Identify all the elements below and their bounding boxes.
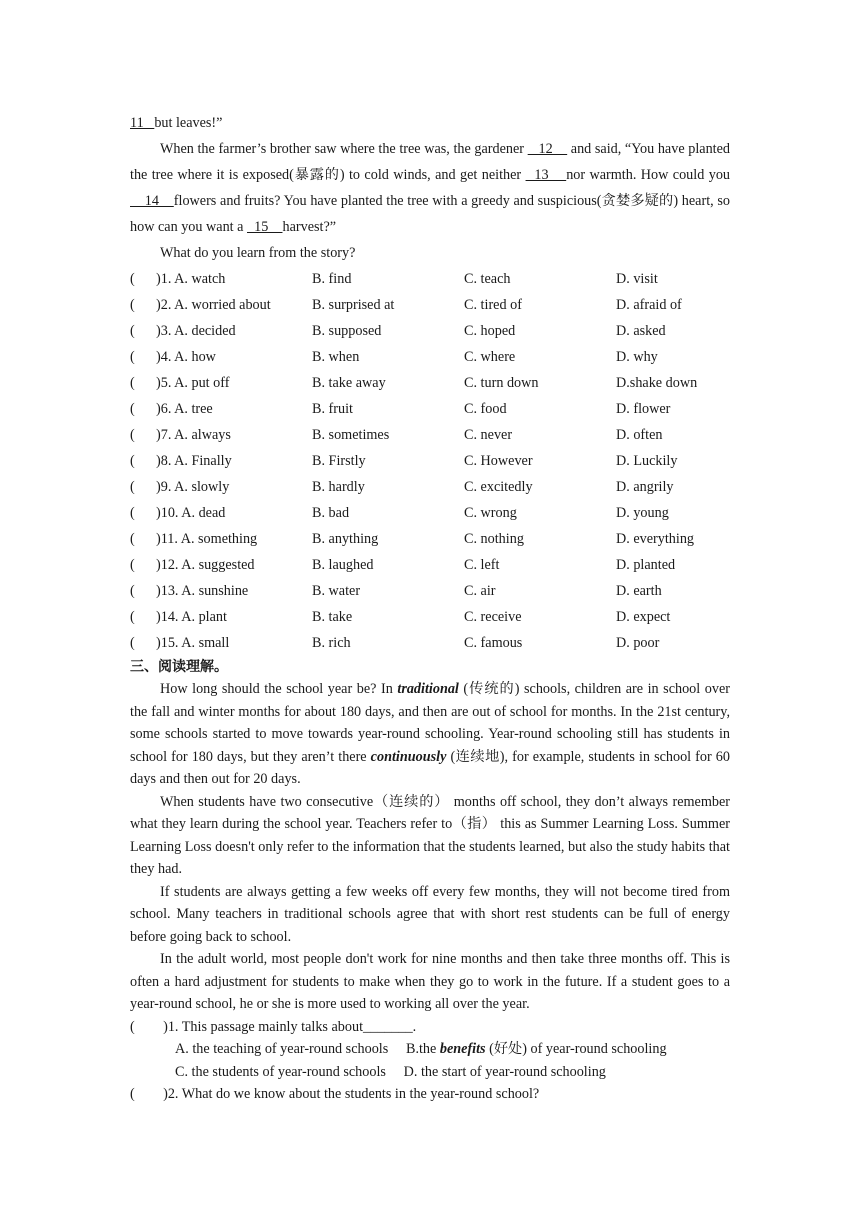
option-b: B. find — [312, 271, 352, 287]
cloze-text: When the farmer’s brother saw where the tree was, the gardener — [160, 141, 528, 157]
keyword-continuously: continuously — [370, 748, 447, 765]
option-c: C. teach — [464, 271, 511, 287]
keyword-benefits: benefits — [439, 1041, 486, 1057]
option-a: ( )8. A. Finally — [130, 453, 232, 469]
option-c: C. air — [464, 583, 496, 599]
blank-12: 12 — [527, 141, 568, 157]
option-row — [130, 604, 730, 630]
reading-text: (传统的) schools, children are in school over the fall and winter months for about 180 days, and then are out of school for months. In the 21st century, some schools started to move towards year-round schooling. Year-round schooling still has students in school for 180 days, but they aren’t there — [130, 681, 730, 765]
blank-15: 15 — [247, 219, 283, 235]
option-c: C. receive — [464, 609, 522, 625]
option-d: D. Luckily — [616, 453, 678, 469]
option-c: C. left — [464, 557, 500, 573]
question-stem-end: . — [412, 1018, 417, 1035]
option-a: ( )1. A. watch — [130, 271, 226, 287]
cloze-text: flowers and fruits? You have planted the tree with a greedy and suspicious(贪婪多疑的) heart, so how can you want a — [130, 193, 730, 235]
option-b: B. surprised at — [312, 297, 395, 313]
option-d: D. why — [616, 349, 658, 365]
option-b: B. hardly — [312, 479, 365, 495]
question-1-options-cd: C. the students of year-round schools D. the start of year-round schooling — [175, 1063, 606, 1080]
option-d: D. asked — [616, 323, 666, 339]
answer-blank: _______ — [363, 1018, 413, 1035]
option-row — [130, 474, 730, 500]
option-b: B. Firstly — [312, 453, 366, 469]
option-c: C. never — [464, 427, 513, 443]
option-d: D. planted — [616, 557, 676, 573]
option-c: C. wrong — [464, 505, 517, 521]
option-d: D. afraid of — [616, 297, 682, 313]
cloze-text: nor warmth. How could you — [566, 167, 731, 183]
option-row — [130, 422, 730, 448]
option-b: B. take away — [312, 375, 386, 391]
blank-14: 14 — [130, 193, 174, 209]
reading-paragraph-4: In the adult world, most people don't work for nine months and then take three months off. This is often a hard adjustment for students to make when they go to work in the future. If a student goes to a year-round school, he or she is more used to working all over the year. — [130, 951, 730, 1012]
option-row — [130, 292, 730, 318]
reading-text: (连续地), for example, students in school for 60 days and then out for 20 days. — [130, 748, 730, 787]
option-a: ( )3. A. decided — [130, 323, 236, 339]
option-row — [130, 526, 730, 552]
cloze-paragraph — [130, 136, 730, 240]
option-row — [130, 630, 730, 656]
option-c: C. nothing — [464, 531, 524, 547]
option-d: D.shake down — [616, 375, 698, 391]
option-c: C. hoped — [464, 323, 516, 339]
option-row — [130, 370, 730, 396]
option-b: B. laughed — [312, 557, 374, 573]
option-d: D. visit — [616, 271, 658, 287]
option-c: C. famous — [464, 635, 523, 651]
option-d: D. poor — [616, 635, 660, 651]
option-row — [130, 552, 730, 578]
option-c: C. where — [464, 349, 516, 365]
option-text: (好处) of year-round schooling — [485, 1041, 667, 1057]
option-b: B. anything — [312, 531, 379, 547]
option-c: C. turn down — [464, 375, 539, 391]
option-b: B. when — [312, 349, 360, 365]
option-a: ( )14. A. plant — [130, 609, 227, 625]
reading-paragraph-1 — [130, 678, 730, 791]
option-d: D. flower — [616, 401, 671, 417]
option-c: C. However — [464, 453, 533, 469]
option-b: B. sometimes — [312, 427, 390, 443]
cloze-line-top — [130, 110, 730, 136]
option-row — [130, 318, 730, 344]
cloze-question: What do you learn from the story? — [160, 245, 356, 261]
option-a: ( )2. A. worried about — [130, 297, 271, 313]
option-a: ( )10. A. dead — [130, 505, 226, 521]
option-text: A. the teaching of year-round schools B.the — [175, 1041, 440, 1057]
option-a: ( )15. A. small — [130, 635, 230, 651]
option-b: B. bad — [312, 505, 350, 521]
option-d: D. earth — [616, 583, 662, 599]
question-2: ( )2. What do we know about the students in the year-round school? — [130, 1086, 540, 1102]
option-d: D. everything — [616, 531, 695, 547]
question-1-options-ab — [130, 1038, 730, 1061]
option-row — [130, 448, 730, 474]
option-b: B. water — [312, 583, 361, 599]
reading-paragraph-2: When students have two consecutive（连续的） months off school, they don’t always remember what they learn during the school year. Teachers refer to（指） this as Summer Learning Loss. Summer Learning Loss doesn't only refer to the information that the students learned, but also the study habits that they had. — [130, 793, 730, 877]
document-page — [130, 110, 730, 1106]
option-row — [130, 266, 730, 292]
cloze-options-table — [130, 266, 730, 656]
option-c: C. excitedly — [464, 479, 533, 495]
option-a: ( )6. A. tree — [130, 401, 213, 417]
option-row — [130, 344, 730, 370]
option-row — [130, 396, 730, 422]
option-d: D. often — [616, 427, 663, 443]
section-heading: 三、阅读理解。 — [130, 659, 228, 675]
cloze-text: harvest?” — [282, 219, 337, 235]
reading-passage — [130, 678, 730, 1016]
blank-13: 13 — [525, 167, 567, 183]
option-c: C. food — [464, 401, 507, 417]
cloze-text: and said, “You have planted the tree where it is exposed(暴露的) to cold winds, and get neither — [130, 141, 730, 183]
option-a: ( )12. A. suggested — [130, 557, 255, 573]
reading-text: How long should the school year be? In — [160, 681, 398, 697]
option-row — [130, 578, 730, 604]
option-b: B. supposed — [312, 323, 382, 339]
option-a: ( )9. A. slowly — [130, 479, 230, 495]
option-row — [130, 500, 730, 526]
option-a: ( )11. A. something — [130, 531, 258, 547]
option-b: B. rich — [312, 635, 351, 651]
option-b: B. take — [312, 609, 353, 625]
option-b: B. fruit — [312, 401, 353, 417]
option-a: ( )4. A. how — [130, 349, 216, 365]
blank-11: 11 — [130, 115, 155, 131]
option-d: D. angrily — [616, 479, 674, 495]
option-a: ( )13. A. sunshine — [130, 583, 249, 599]
option-d: D. young — [616, 505, 669, 521]
option-a: ( )5. A. put off — [130, 375, 230, 391]
cloze-line-top-text: but leaves!” — [154, 115, 223, 131]
option-a: ( )7. A. always — [130, 427, 231, 443]
option-d: D. expect — [616, 609, 671, 625]
option-c: C. tired of — [464, 297, 522, 313]
reading-paragraph-3: If students are always getting a few weeks off every few months, they will not become tired from school. Many teachers in traditional schools agree that with short rest students can be full of energy before going back to school. — [130, 883, 730, 945]
question-stem: ( )1. This passage mainly talks about — [130, 1018, 364, 1035]
keyword-traditional: traditional — [397, 681, 459, 697]
question-1 — [130, 1016, 730, 1039]
